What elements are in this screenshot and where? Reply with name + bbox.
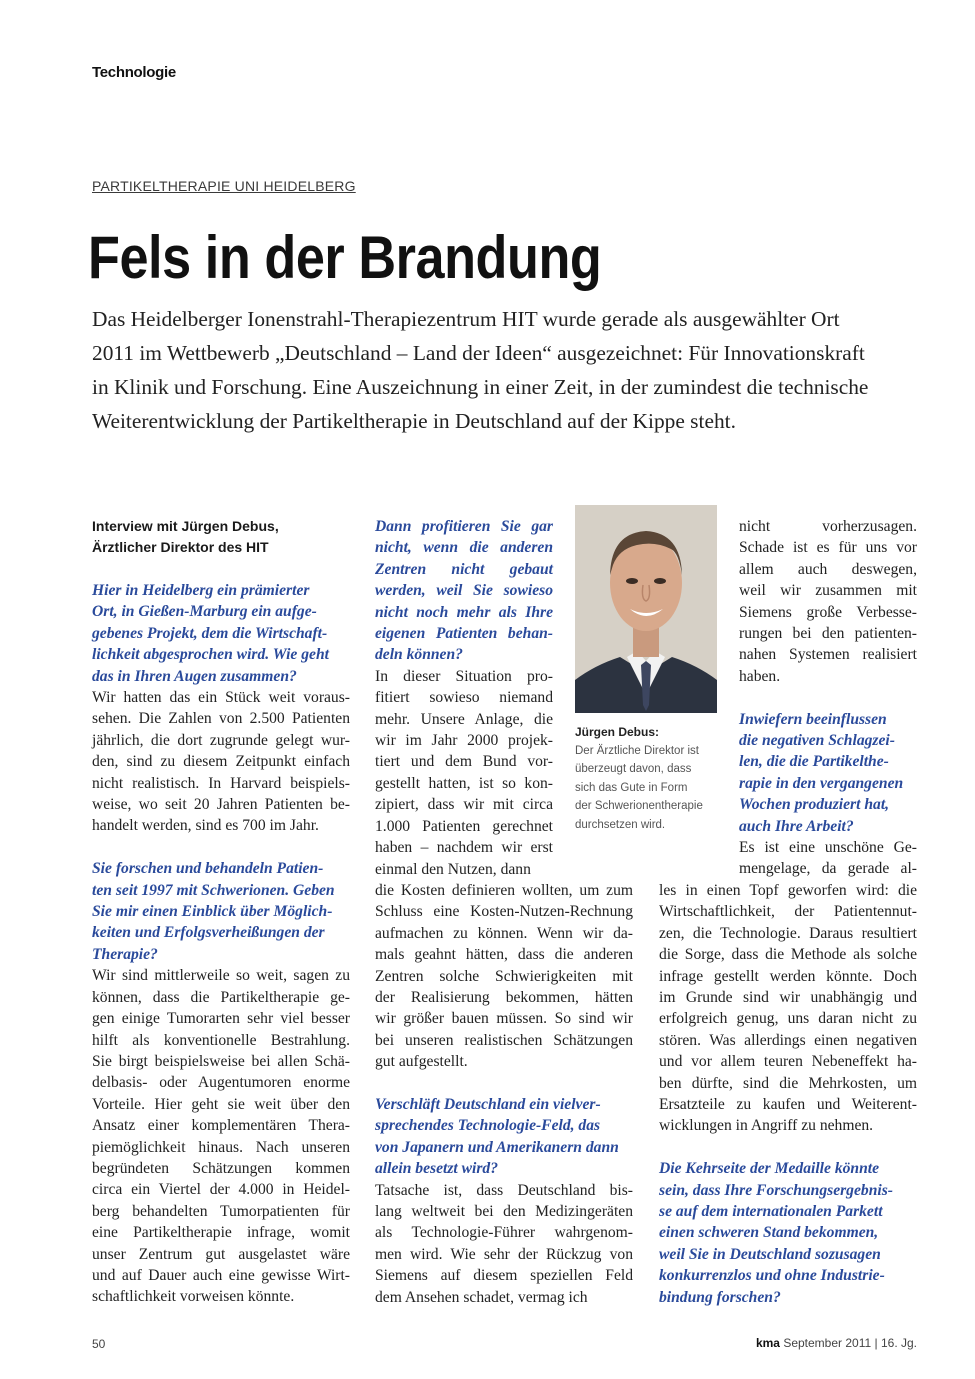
text-line: und vor allem teuren Nebeneffekt ha- [659,1053,917,1071]
text-line: Zentren solche Schwierigkeiten mit [375,967,633,985]
text-line: auch Ihre Arbeit? [739,817,854,835]
text-line: einmal den Nutzen, dann [375,860,531,878]
text-line: Die Kehrseite der Medaille könnte [659,1160,880,1178]
answer-block [375,1180,633,1308]
text-line: Sie birgt beispielsweise bei allen Schä- [92,1052,350,1070]
question-block [92,858,350,965]
text-line: Schade ist es für uns vor [739,539,917,557]
text-line: nicht noch mehr als Ihre [375,603,553,621]
text-line: Es ist eine unschöne Ge- [739,839,917,857]
text-line: mengelage, da gerade al- [739,860,917,878]
caption-name: Jürgen Debus: [575,725,660,739]
issue-date: September 2011 [783,1336,872,1350]
lead-line: Das Heidelberger Ionenstrahl-Therapiezentrum HIT wurde gerade als ausgewählter Ort [92,307,840,331]
text-line: berg behandelten Tumorpatienten für [92,1202,350,1220]
section-label: Technologie [92,64,176,81]
text-line: durchsetzen wird. [575,818,666,831]
footer-issue [756,1336,917,1350]
text-line: les in einen Topf geworfen wird: die [659,881,917,899]
text-line: allem auch deswegen, [739,560,917,578]
text-line: Wir sind mittlerweile so weit, sagen zu [92,967,350,985]
text-line: ben dürfte, sind die Mehrkosten, um [659,1074,917,1092]
text-line: der Realisierung bekommen, hätten [375,988,633,1006]
text-line: dem Ansehen schadet, vermag ich [375,1288,588,1306]
text-line: nicht vorherzusagen. [739,518,917,535]
column-3 [659,516,917,1308]
text-line: wicklungen in Angriff zu nehmen. [659,1117,874,1135]
question-block [375,516,553,666]
text-line: zen, die Technologie. Daraus resultiert [659,924,917,942]
text-line: rungen bei den patienten- [739,625,917,643]
text-line: eigenen Patienten behan- [375,625,553,643]
text-line: konkurrenzlos und ohne Industrie- [659,1267,885,1285]
text-line: im Grunde sind wir unabhängig und [659,988,917,1006]
text-line: Ort, in Gießen-Marburg ein aufge- [92,603,317,621]
text-line: Wir hatten das ein Stück weit voraus- [92,689,350,707]
text-line: men wird. Wie sehr der Rückzug von [375,1245,633,1263]
text-line: infrage gestellt werden könnte. Doch [659,967,917,985]
text-line: Ansatz einer komplementären Thera- [92,1117,350,1135]
text-line: nahen Systemen realisiert [739,646,917,664]
text-line: Hier in Heidelberg ein prämierter [92,582,310,599]
text-line: Siemens auf diesem speziellen Feld [375,1267,633,1285]
text-line: die negativen Schlagzei- [739,732,895,750]
article-kicker: PARTIKELTHERAPIE UNI HEIDELBERG [92,178,356,194]
article-headline: Fels in der Brandung [88,224,602,291]
text-line: einen schweren Stand bekommen, [659,1224,879,1242]
answer-block [92,965,350,1308]
text-line: haben. [739,667,781,685]
text-line: Vorteile. Hier geht sie weit über den [92,1095,350,1113]
answer-block [92,687,350,837]
text-line: erfolgreich genug, uns daran nicht zu [659,1010,917,1028]
text-line: handelt werden, sind es 700 im Jahr. [92,817,319,835]
lead-line: Weiterentwicklung der Partikeltherapie in Deutschland auf der Kippe steht. [92,409,736,433]
interview-intro: Ärztlicher Direktor des HIT [92,539,269,555]
text-line: bei unseren realistischen Schätzungen [375,1031,633,1049]
text-line: mehr. Unsere Anlage, die [375,710,553,728]
text-line: Sie forschen und behandeln Patien- [92,860,324,878]
article-lead [92,302,922,438]
text-line: weise, wo seit 20 Jahren Patienten be- [92,796,350,814]
text-line: überzeugt davon, dass [575,763,692,775]
text-line: begründeten Schätzungen kommen [92,1159,350,1177]
text-line: aufmachen zu können. Wenn wir da- [375,924,633,942]
text-line: Siemens große Verbesse- [739,603,917,621]
text-line: gen einige Tumorarten sehr viel besser [92,1010,350,1028]
text-line: gebenes Projekt, dem die Wirtschaft- [92,624,328,642]
text-line: ten seit 1997 mit Schwerionen. Geben [92,881,335,899]
text-line: Tatsache ist, dass Deutschland bis- [375,1181,633,1199]
interview-intro: Interview mit Jürgen Debus, [92,518,279,534]
text-line: wir größer bauen müssen. So sind wir [375,1010,633,1028]
text-line: haben – nachdem wir erst [375,839,553,857]
answer-block [739,837,917,880]
text-line: das in Ihren Augen zusammen? [92,667,297,685]
text-line: Schluss eine Kosten-Nutzen-Rechnung [375,903,633,921]
text-line: der Schwerionentherapie [575,800,703,812]
text-line: Verschläft Deutschland ein vielver- [375,1095,601,1113]
text-line: keiten und Erfolgsverheißungen der [92,924,325,942]
text-line: weil wir zusammen mit [739,582,917,600]
text-line: Ersatzteile zu kaufen und Weiterent- [659,1095,917,1113]
text-line: die Sorge, dass die Methode als solche [659,946,917,964]
lead-line: 2011 im Wettbewerb „Deutschland – Land der Ideen“ ausgezeichnet: Für Innovationskraft [92,341,865,365]
page-number: 50 [92,1337,106,1351]
text-line: weil Sie in Deutschland sozusagen [659,1245,881,1263]
text-line: schaftlichkeit vorweisen könnte. [92,1288,295,1306]
text-line: gestellt hatten, ist so kon- [375,774,553,792]
text-line: jährlich, die dort zugrunde gelegt wur- [92,731,350,749]
text-line: Sie mir einen Einblick über Möglich- [92,903,333,921]
text-line: zipiert, dass wir mit circa [375,796,553,814]
column-1 [92,516,350,1308]
text-line: tiert und dem Bund vor- [375,753,553,771]
text-line: Dann profitieren Sie gar [375,518,553,535]
text-line: Therapie? [92,945,158,963]
answer-block [375,880,633,1073]
question-block [659,1158,917,1308]
text-line: sprechendes Technologie-Feld, das [375,1117,601,1135]
text-line: deln können? [375,646,463,664]
question-block [739,709,917,837]
lead-line: in Klinik und Forschung. Eine Auszeichnung in einer Zeit, in der zumindest die technische [92,375,869,399]
text-line: stören. Was allerdings einen negativen [659,1031,917,1049]
brand-logo: kma [755,1336,780,1350]
text-line: rapie in den vergangenen [739,774,904,792]
text-line: fitiert sowieso niemand [375,689,553,707]
text-line: lang weltweit bei den Medizingeräten [375,1202,633,1220]
text-line: Wirtschaftlichkeit, der Patientennut- [659,903,917,921]
text-line: den, sind zu diesem Zeitpunkt einfach [92,753,350,771]
text-line: nicht, wenn die anderen [375,539,553,557]
text-line: delbasis- oder Augentumoren enorme [92,1074,350,1092]
text-line: können, dass die Partikeltherapie ge- [92,988,350,1006]
text-line: Zentren nicht gebaut [375,560,553,578]
text-line: allein besetzt wird? [375,1160,499,1178]
answer-block [375,666,553,880]
text-line: wir im Jahr 2000 projek- [375,732,553,750]
text-line: mals geahnt hätten, dass die anderen [375,946,633,964]
question-block [375,1094,635,1180]
text-line: lichkeit abgesprochen wird. Wie geht [92,646,329,664]
text-line: Inwiefern beeinflussen [739,710,887,728]
text-line: se auf dem internationalen Parkett [659,1202,883,1220]
text-line: unser Zentrum gut ausgelastet wäre [92,1245,350,1263]
text-line: len, die die Partikelthe- [739,753,889,771]
text-line: sehen. Die Zahlen von 2.500 Patienten [92,710,350,728]
text-line: bindung forschen? [659,1288,781,1306]
separator: | [874,1336,878,1350]
answer-block [739,516,917,687]
text-line: sich das Gute in Form [575,781,688,794]
text-line: piemöglichkeit hinaus. Nach unseren [92,1138,350,1156]
text-line: gut aufgestellt. [375,1053,468,1071]
text-line: und auf Dauer auch eine gewisse Wirt- [92,1266,350,1284]
text-line: werden, weil Sie sowieso [375,582,553,600]
text-line: In dieser Situation pro- [375,667,553,685]
text-line: Wochen produziert hat, [739,796,890,814]
text-line: 1.000 Patienten gerechnet [375,817,553,835]
volume: 16. Jg. [880,1336,917,1350]
text-line: die Kosten definieren wollten, um zum [375,881,633,899]
text-line: hilft als konventionelle Bestrahlung. [92,1031,350,1049]
text-line: als Technologie-Führer wahrgenom- [375,1224,633,1242]
text-line: nicht realistisch. In Harvard beispiels- [92,774,350,792]
text-line: circa ein Viertel der 4.000 in Heidel- [92,1181,350,1199]
text-line: von Japanern und Amerikanern dann [375,1138,619,1156]
text-line: Der Ärztliche Direktor ist [575,744,699,757]
answer-block [659,880,917,1137]
question-block [92,580,350,687]
text-line: sein, dass Ihre Forschungsergebnis- [659,1181,893,1199]
text-line: eine Partikeltherapie infrage, womit [92,1224,350,1242]
